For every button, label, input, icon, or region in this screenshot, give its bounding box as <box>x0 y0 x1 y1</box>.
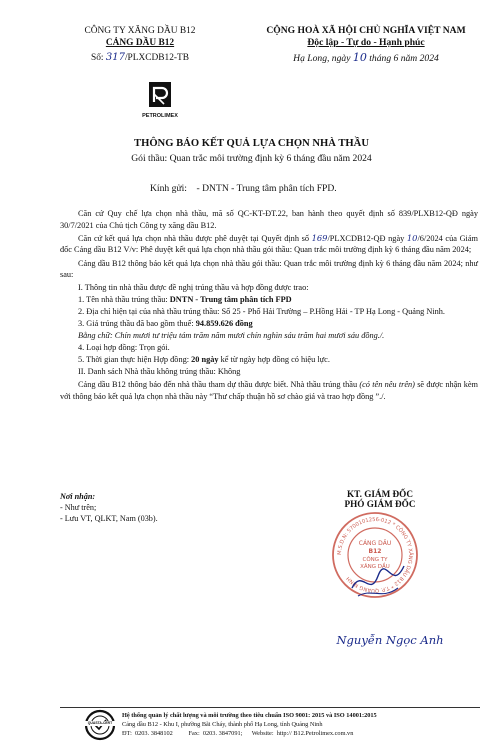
recipient-item: - Lưu VT, QLKT, Nam (03b). <box>60 514 158 523</box>
closing-paragraph <box>60 379 478 402</box>
document-title: THÔNG BÁO KẾT QUẢ LỰA CHỌN NHÀ THẦU <box>134 138 369 149</box>
recipient-line <box>150 183 450 194</box>
section-1-heading: I. Thông tin nhà thầu được đề nghị trúng thầu và hợp đồng được trao: <box>78 283 309 293</box>
signature-title-2: PHÓ GIÁM ĐỐC <box>344 499 416 509</box>
doc-no-suffix: /PLXCDB12-TB <box>124 53 190 63</box>
decision-day-handwritten: 10 <box>406 232 418 243</box>
price-line <box>60 318 478 330</box>
national-motto: Độc lập - Tự do - Hạnh phúc <box>307 37 425 48</box>
recipient-name: - DNTN - Trung tâm phân tích FPD. <box>196 183 337 194</box>
duration-rest: kể từ ngày hợp đồng có hiệu lực. <box>220 354 330 364</box>
doc-no-handwritten: 317 <box>105 52 125 63</box>
document-body <box>60 208 478 402</box>
signature-block <box>290 489 470 509</box>
signer-name: Nguyễn Ngọc Anh <box>336 633 444 647</box>
price-in-words: Bằng chữ: Chín mươi tư triệu tám trăm năm mươi chín nghìn sáu trăm hai mươi sáu đồng./. <box>78 330 385 340</box>
footer-address-line: Cảng dầu B12 - Khu I, phường Bãi Cháy, thành phố Hạ Long, tỉnh Quảng Ninh <box>122 721 323 728</box>
winner-name-value: DNTN - Trung tâm phân tích FPD <box>169 294 292 304</box>
stamp-ring-text: M.S.D.N: 5700101256-012 * CÔNG TY XĂNG DẦU B12 * T.P. QUẢNG NINH <box>336 516 414 594</box>
place-date <box>245 52 487 65</box>
package-name: Gói thầu: Quan trắc môi trường định kỳ 6 tháng đầu năm 2024 <box>131 153 372 164</box>
paragraph-legal-basis-2 <box>60 233 478 256</box>
official-stamp <box>330 510 420 600</box>
quasta-cert-logo <box>84 709 116 741</box>
date-day-handwritten: 10 <box>352 51 367 64</box>
footer-contact-line: ĐT: 0203. 3848102 Fax: 0203. 3847091; Website: http:// B12.Petrolimex.com.vn <box>122 730 354 737</box>
winner-address-line: 2. Địa chỉ hiện tại của nhà thầu trúng thầu: Số 25 - Phố Hải Trường – P.Hồng Hải - TP Hạ Long - Quảng Ninh. <box>78 306 445 316</box>
doc-no-prefix: Số: <box>90 53 104 63</box>
stamp-line: XĂNG DẦU <box>360 564 390 570</box>
company-name: CÔNG TY XĂNG DẦU B12 <box>84 26 196 36</box>
recipient-item: - Như trên; <box>60 503 97 512</box>
recipients-list <box>60 491 210 524</box>
recipient-label: Kính gửi: <box>150 183 187 194</box>
footer-iso-line: Hệ thống quản lý chất lượng và môi trường theo tiêu chuẩn ISO 9001: 2015 và ISO 14001:2015 <box>122 712 377 719</box>
winner-name-line <box>60 294 478 306</box>
paragraph-legal-basis-1: Căn cứ Quy chế lựa chọn nhà thầu, mã số QC-KT-ĐT.22, ban hành theo quyết định số 839/PLXB12-QĐ ngày 30/7/2021 của Chủ tịch Công ty xăng dầu B12. <box>60 209 478 230</box>
header-right <box>245 25 487 65</box>
quasta-logo-text: QUASTA-CERT <box>78 721 122 726</box>
stamp-line: CÔNG TY <box>362 557 388 563</box>
date-prefix: Hạ Long, ngày <box>293 53 351 64</box>
duration-value: 20 ngày <box>191 354 219 364</box>
petrolimex-logo-icon <box>140 82 180 130</box>
contract-type-line: 4. Loại hợp đồng: Trọn gói. <box>78 343 170 353</box>
winner-name-label: 1. Tên nhà thầu trúng thầu: <box>78 294 168 304</box>
date-suffix: tháng 6 năm 2024 <box>369 53 439 64</box>
signature-title-1: KT. GIÁM ĐỐC <box>347 489 413 499</box>
paragraph-announcement: Cảng dầu B12 thông báo kết quả lựa chọn nhà thầu gói thầu: Quan trắc môi trường định kỳ 6 tháng đầu năm 2024; như sau: <box>60 258 478 280</box>
price-value: 94.859.626 đồng <box>195 319 253 329</box>
price-label: 3. Giá trúng thầu đã bao gồm thuế: <box>78 319 194 329</box>
petrolimex-logo <box>140 82 180 130</box>
signature-scribble-icon <box>348 558 408 608</box>
stamp-line: CẢNG DẦU <box>358 540 392 547</box>
duration-label: 5. Thời gian thực hiện Hợp đồng: <box>78 354 190 364</box>
legal-basis-2-text-a: Căn cứ kết quả lựa chọn nhà thầu được phê duyệt tại Quyết định số <box>78 233 309 243</box>
document-number <box>60 52 220 64</box>
closing-text-a: Cảng dầu B12 thông báo đến nhà thầu tham dự thầu được biết. Nhà thầu trúng thầu <box>78 380 358 390</box>
nation-title: CỘNG HOÀ XÃ HỘI CHỦ NGHĨA VIỆT NAM <box>266 25 466 36</box>
legal-basis-2-text-b: /PLXCDB12-QĐ ngày <box>327 233 405 243</box>
footer-divider <box>60 707 480 708</box>
recipients-title: Nơi nhận: <box>60 492 96 501</box>
closing-italic: (có tên nêu trên) <box>359 380 415 390</box>
footer <box>122 711 482 738</box>
section-2-line: II. Danh sách Nhà thầu không trúng thầu: Không <box>78 366 241 376</box>
duration-line <box>60 354 478 366</box>
unit-name: CẢNG DẦU B12 <box>105 38 175 48</box>
logo-text: PETROLIMEX <box>142 113 178 119</box>
header-left <box>60 25 220 64</box>
decision-no-handwritten: 169 <box>311 232 328 243</box>
closing-text-b: sẽ được nhận kèm với thông báo kết quả lựa chọn nhà thầu này “Thư chấp thuận hồ sơ chào giá và trao hợp đồng ”./. <box>60 380 478 401</box>
legal-basis-2-text-c: /6/2024 của Giám đốc Cảng dầu B12 V/v: Phê duyệt kết quả lựa chọn nhà thầu gói thầu: Quan trắc môi trường định kỳ 6 tháng đầu năm 2024; <box>60 233 478 255</box>
stamp-line: B12 <box>368 548 382 555</box>
